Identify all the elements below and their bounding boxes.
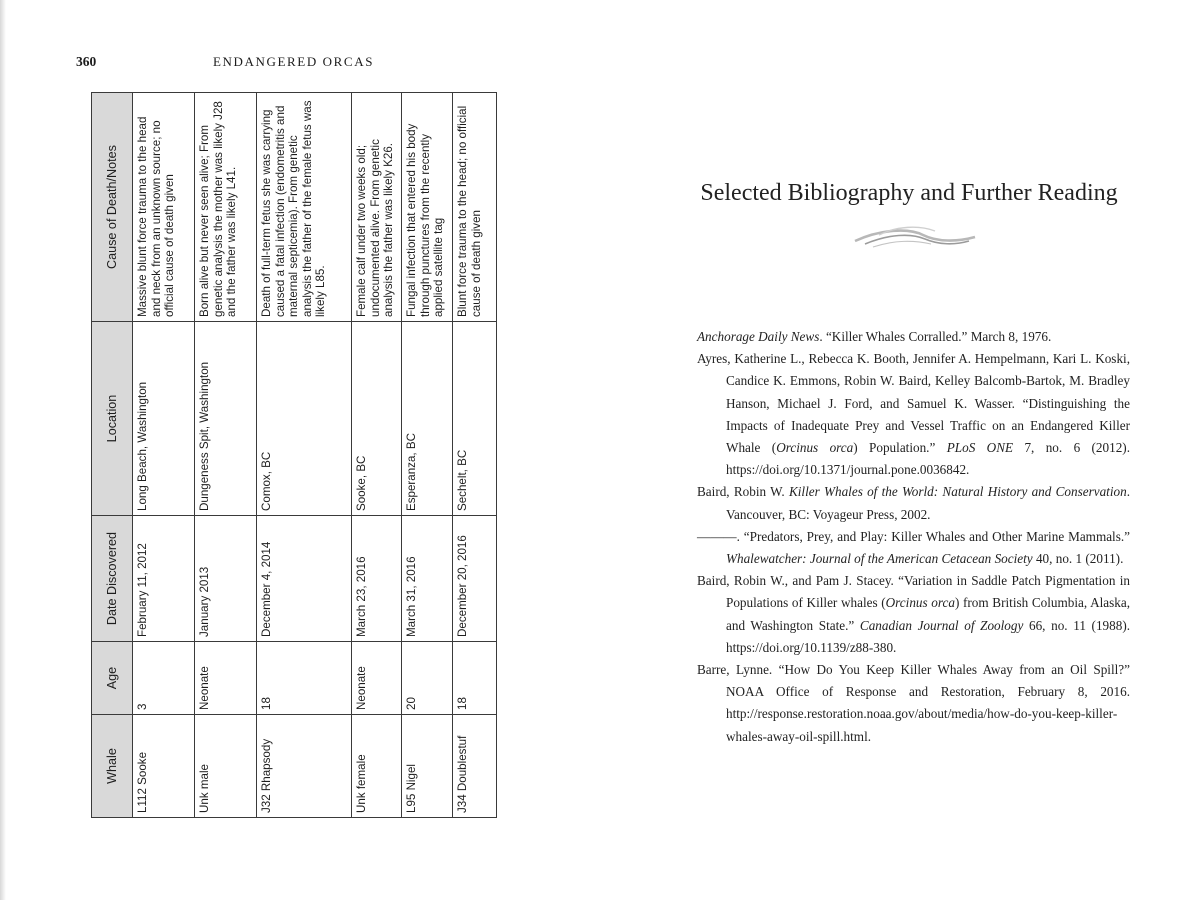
- entry-italic: Canadian Journal of Zoology: [859, 617, 1024, 633]
- table-header-row: [92, 93, 133, 818]
- cell-notes: Born alive but never seen alive; From genetic analysis the mother was likely J28 and the father was likely L41.: [195, 93, 257, 322]
- left-page: [0, 0, 600, 900]
- cell-location: Esperanza, BC: [402, 322, 453, 516]
- entry-text: Baird, Robin W.: [697, 484, 789, 500]
- cell-location: Dungeness Spit, Washington: [195, 322, 257, 516]
- bibliography-entry: [697, 570, 1130, 659]
- cell-date: December 20, 2016: [453, 516, 497, 642]
- entry-text: 7, no. 6 (2012). https://doi.org/10.1371/journal.pone.0036842.: [726, 440, 1131, 478]
- cell-notes: Blunt force trauma to the head; no official cause of death given: [453, 93, 497, 322]
- cell-age: Neonate: [352, 642, 402, 715]
- cell-notes: Death of full-term fetus she was carrying caused a fatal infection (endometritis and maternal septicemia). From genetic analysis the father of the female fetus was likely L85.: [257, 93, 352, 322]
- cell-date: January 2013: [195, 516, 257, 642]
- header-date-discovered: Date Discovered: [92, 516, 133, 642]
- cell-date: February 11, 2012: [133, 516, 195, 642]
- strandings-table: [91, 92, 497, 818]
- header-cause-of-death: Cause of Death/Notes: [92, 93, 133, 322]
- entry-text: Ayres, Katherine L., Rebecca K. Booth, Jennifer A. Hempelmann, Kari L. Koski, Candice K. Emmons, Robin W. Baird, Kelley Balcomb-Bartok, M. Bradley Hanson, Michael J. Ford, and Samuel K. Wasser. “Distinguishing the Impacts of Inadequate Prey and Vessel Traffic on an Endangered Killer Whale (: [697, 351, 1130, 456]
- entry-italic: Orcinus orca: [776, 440, 854, 456]
- entry-text: . “Killer Whales Corralled.” March 8, 1976.: [819, 329, 1052, 344]
- bibliography-list: [697, 326, 1130, 748]
- entry-text: ———. “Predators, Prey, and Play: Killer Whales and Other Marine Mammals.”: [697, 528, 1130, 544]
- cell-whale: L95 Nigel: [402, 715, 453, 818]
- cell-whale: L112 Sooke: [133, 715, 195, 818]
- header-location: Location: [92, 322, 133, 516]
- entry-italic: PLoS ONE: [946, 440, 1014, 456]
- entry-text: 66, no. 11 (1988). https://doi.org/10.1139/z88-380.: [726, 617, 1131, 655]
- page-number: 360: [76, 54, 97, 69]
- cell-age: 18: [453, 642, 497, 715]
- entry-text: Barre, Lynne. “How Do You Keep Killer Whales Away from an Oil Spill?” NOAA Office of Response and Restoration, February 8, 2016. http://response.restoration.noaa.gov/about/media/how-do-you-keep-killer-whales-away-oil-spill.html.: [697, 662, 1130, 744]
- right-page: [604, 0, 1204, 900]
- header-whale: Whale: [92, 715, 133, 818]
- entry-italic: Anchorage Daily News: [697, 329, 820, 344]
- entry-italic: Orcinus orca: [885, 595, 955, 611]
- cell-location: Sechelt, BC: [453, 322, 497, 516]
- running-head: ENDANGERED ORCAS: [213, 54, 375, 69]
- entry-text: ) from British Columbia, Alaska, and Washington State.”: [726, 595, 1131, 633]
- cell-location: Long Beach, Washington: [133, 322, 195, 516]
- table-row: [195, 93, 257, 818]
- rotated-table-frame: [91, 93, 491, 818]
- table-row: [133, 93, 195, 818]
- wave-ornament-icon: [851, 220, 979, 252]
- table-row: [453, 93, 497, 818]
- cell-notes: Fungal infection that entered his body through punctures from the recently applied satellite tag: [402, 93, 453, 322]
- bibliography-entry: [697, 326, 1130, 348]
- cell-age: 18: [257, 642, 352, 715]
- cell-date: December 4, 2014: [257, 516, 352, 642]
- cell-age: Neonate: [195, 642, 257, 715]
- entry-italic: Whalewatcher: Journal of the American Cetacean Society: [726, 551, 1033, 567]
- bibliography-title: Selected Bibliography and Further Reading: [700, 180, 1118, 206]
- cell-whale: Unk male: [195, 715, 257, 818]
- cell-whale: J34 Doublestuf: [453, 715, 497, 818]
- entry-text: 40, no. 1 (2011).: [1032, 551, 1124, 567]
- cell-location: Sooke, BC: [352, 322, 402, 516]
- cell-date: March 31, 2016: [402, 516, 453, 642]
- cell-age: 20: [402, 642, 453, 715]
- entry-text: ) Population.”: [853, 440, 947, 456]
- cell-notes: Massive blunt force trauma to the head and neck from an unknown source; no official cause of death given: [133, 93, 195, 322]
- bibliography-entry: [697, 481, 1130, 525]
- bibliography-entry: [697, 348, 1130, 481]
- cell-location: Comox, BC: [257, 322, 352, 516]
- cell-whale: Unk female: [352, 715, 402, 818]
- table-row: [402, 93, 453, 818]
- cell-whale: J32 Rhapsody: [257, 715, 352, 818]
- cell-age: 3: [133, 642, 195, 715]
- bibliography-entry: [697, 659, 1130, 748]
- entry-text: . Vancouver, BC: Voyageur Press, 2002.: [726, 484, 1130, 522]
- header-age: Age: [92, 642, 133, 715]
- entry-text: Baird, Robin W., and Pam J. Stacey. “Variation in Saddle Patch Pigmentation in Populations of Killer whales (: [697, 573, 1130, 611]
- entry-italic: Killer Whales of the World: Natural History and Conservation: [788, 484, 1127, 500]
- bibliography-entry: [697, 526, 1130, 570]
- cell-notes: Female calf under two weeks old; undocumented alive. From genetic analysis the father was likely K26.: [352, 93, 402, 322]
- cell-date: March 23, 2016: [352, 516, 402, 642]
- rotated-table-container: [91, 93, 491, 818]
- table-row: [352, 93, 402, 818]
- table-row: [257, 93, 352, 818]
